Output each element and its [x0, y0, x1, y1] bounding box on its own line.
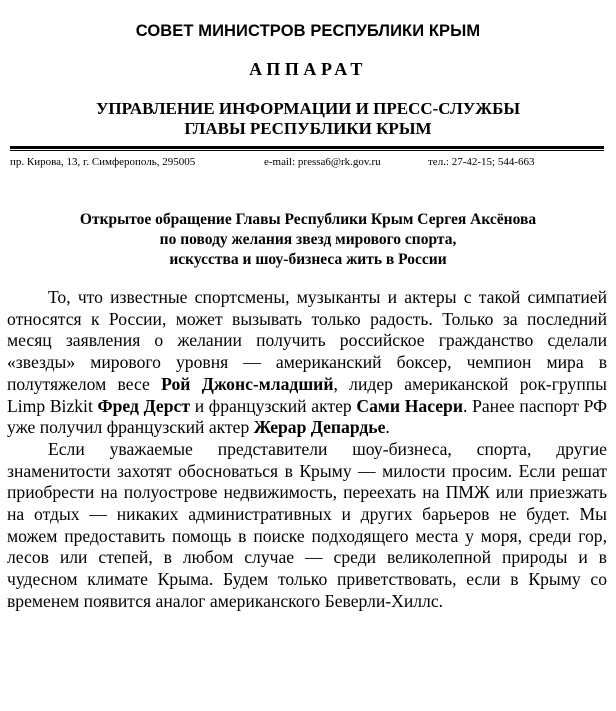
name-fred-durst: Фред Дерст [97, 395, 190, 416]
letter-title-line-1: Открытое обращение Главы Республики Крым Сергея Аксёнова [79, 211, 537, 228]
paragraph-1-text-a: То, что известные спортсмены, музыканты и актеры с такой симпатией относятся к России, может вызывать только радость. Только за последний месяц заявления о желании получить российское гражданство сделали «звезды» мирового уровня — американский боксер, чемпион мира в полутяжелом весе [7, 287, 607, 394]
department-line-2: ГЛАВЫ РЕСПУБЛИКИ КРЫМ [184, 119, 432, 138]
contact-address: пр. Кирова, 13, г. Симферополь, 295005 [10, 156, 196, 168]
paragraph-1 [7, 287, 607, 439]
organization-name: СОВЕТ МИНИСТРОВ РЕСПУБЛИКИ КРЫМ [135, 22, 481, 40]
paragraph-1-text-b: , лидер американской рок-группы Limp Bizkit [7, 373, 607, 416]
contact-email: e-mail: pressa6@rk.gov.ru [264, 156, 381, 168]
department-heading [0, 99, 616, 139]
apparatus-heading: АППАРАТ [249, 59, 367, 79]
paragraph-1-text-d: . Ранее паспорт РФ уже получил французский актер [7, 395, 608, 438]
letter-title-line-2: по поводу желания звезд мирового спорта, [159, 231, 457, 248]
paragraph-2: Если уважаемые представители шоу-бизнеса, спорта, другие знаменитости захотят обосноваться в Крыму — милости просим. Если решат приобрести на полуострове недвижимость, переехать на ПМЖ или приезжать на отдых — никаких административных и других барьеров не будет. Мы можем предоставить помощь в поиске подходящего места у моря, среди гор, лесов или степей, в любом случае — среди великолепной природы и в чудесном климате Крыма. Будем только приветствовать, если в Крыму со временем появится аналог американского Беверли-Хиллс. [7, 438, 607, 611]
name-gerard-depardieu: Жерар Депардье [253, 417, 386, 438]
header-divider-thin [10, 150, 604, 151]
header-divider-thick [10, 146, 604, 149]
letter-title [0, 210, 616, 270]
letter-title-line-3: искусства и шоу-бизнеса жить в России [169, 251, 447, 268]
contact-phone: тел.: 27-42-15; 544-663 [428, 156, 535, 168]
paragraph-1-text-c: и французский актер [189, 395, 357, 416]
name-roy-jones: Рой Джонс-младший [161, 373, 334, 394]
letter-body [7, 287, 607, 613]
department-line-1: УПРАВЛЕНИЕ ИНФОРМАЦИИ И ПРЕСС-СЛУЖБЫ [95, 99, 521, 118]
name-sami-naceri: Сами Насери [356, 395, 463, 416]
paragraph-1-text-e: . [385, 417, 390, 438]
